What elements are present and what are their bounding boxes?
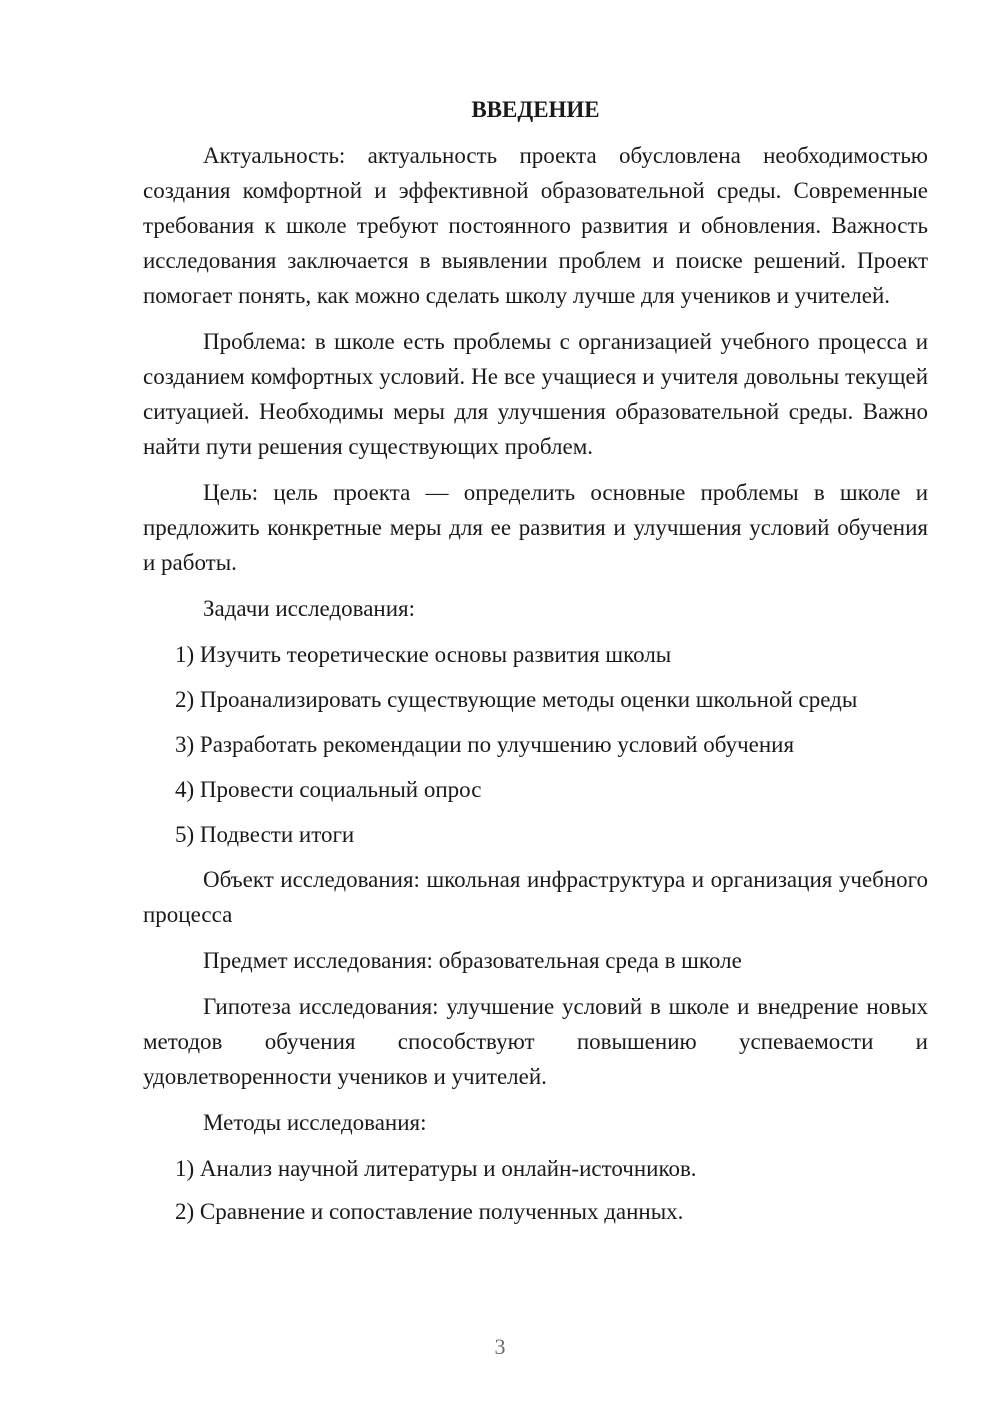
- methods-list: [143, 1151, 928, 1229]
- object-paragraph: Объект исследования: школьная инфраструктура и организация учебного процесса: [143, 867, 928, 927]
- tasks-list: [143, 637, 928, 852]
- page-content: [143, 92, 928, 1237]
- methods-heading: Методы исследования:: [203, 1110, 427, 1135]
- relevance-paragraph: Актуальность: актуальность проекта обусловлена необходимостью создания комфортной и эффективной образовательной среды. Современные требования к школе требуют постоянного развития и обновления. Важность исследования заключается в выявлении проблем и поиске решений. Проект помогает понять, как можно сделать школу лучше для учеников и учителей.: [143, 143, 928, 308]
- list-item: 4) Провести социальный опрос: [175, 777, 482, 802]
- problem-paragraph: Проблема: в школе есть проблемы с организацией учебного процесса и созданием комфортных условий. Не все учащиеся и учителя довольны текущей ситуацией. Необходимы меры для улучшения образовательной среды. Важно найти пути решения существующих проблем.: [143, 329, 928, 459]
- list-item: 1) Анализ научной литературы и онлайн-источников.: [175, 1156, 697, 1181]
- list-item: 2) Проанализировать существующие методы оценки школьной среды: [175, 687, 858, 712]
- list-item: 3) Разработать рекомендации по улучшению условий обучения: [175, 732, 795, 757]
- subject-paragraph: Предмет исследования: образовательная среда в школе: [203, 948, 742, 973]
- hypothesis-paragraph: Гипотеза исследования: улучшение условий в школе и внедрение новых методов обучения способствуют повышению успеваемости и удовлетворенности учеников и учителей.: [143, 994, 928, 1089]
- page-number: 3: [494, 1334, 506, 1359]
- list-item: 2) Сравнение и сопоставление полученных данных.: [175, 1199, 684, 1224]
- goal-paragraph: Цель: цель проекта — определить основные проблемы в школе и предложить конкретные меры для ее развития и улучшения условий обучения и работы.: [143, 480, 928, 575]
- list-item: 5) Подвести итоги: [175, 822, 355, 847]
- tasks-heading: Задачи исследования:: [203, 596, 416, 621]
- list-item: 1) Изучить теоретические основы развития школы: [175, 642, 672, 667]
- section-heading: ВВЕДЕНИЕ: [471, 97, 600, 122]
